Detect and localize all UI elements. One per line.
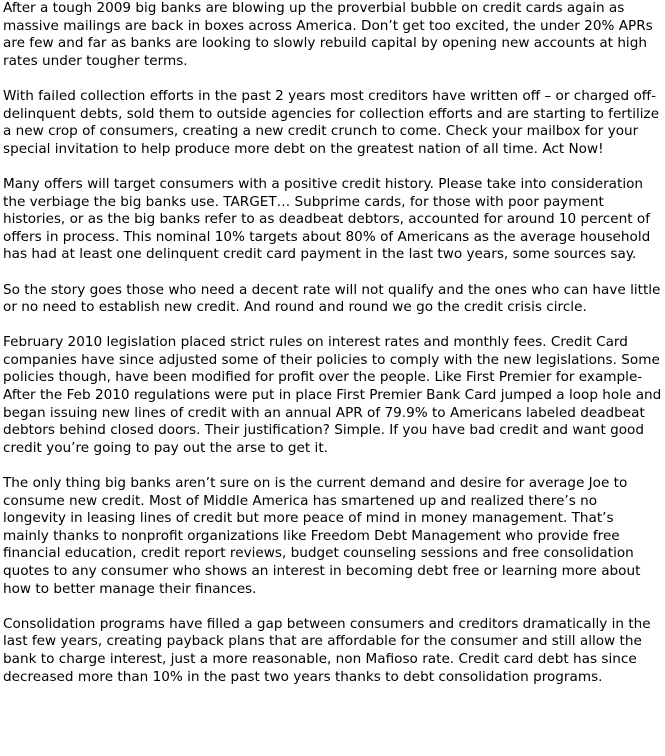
paragraph-consolidation: Consolidation programs have filled a gap between consumers and creditors dramatically in the last few years, creating payback plans that are affordable for the consumer and still allow the bank to charge interest, just a more reasonable, non Mafioso rate. Credit card debt has since decreased more than 10% in the past two years thanks to debt consolidation programs. (3, 615, 651, 685)
paragraph-credit-crisis-circle: So the story goes those who need a decent rate will not qualify and the ones who can have little or no need to establish new credit. And round and round we go the credit crisis circle. (3, 281, 661, 316)
paragraph-intro: After a tough 2009 big banks are blowing up the proverbial bubble on credit cards again as massive mailings are back in boxes across America. Don’t get too excited, the under 20% APRs are few and far as banks are looking to slowly rebuild capital by opening new accounts at high rates under tougher terms. (3, 0, 653, 69)
paragraph-collection-efforts: With failed collection efforts in the past 2 years most creditors have written off – or charged off- delinquent debts, sold them to outside agencies for collection efforts and are starting to fertilize a new crop of consumers, creating a new credit crunch to come. Check your mailbox for your special invitation to help produce more debt on the greatest nation of all time. Act Now! (3, 87, 660, 157)
paragraph-target-offers: Many offers will target consumers with a positive credit history. Please take into consideration the verbiage the big banks use. TARGET… Subprime cards, for those with poor payment histories, or as the big banks refer to as deadbeat debtors, accounted for around 10 percent of offers in process. This nominal 10% targets about 80% of Americans as the average household has had at least one delinquent credit card payment in the last two years, some sources say. (3, 175, 651, 263)
paragraph-demand: The only thing big banks aren’t sure on is the current demand and desire for average Joe to consume new credit. Most of Middle America has smartened up and realized there’s no longevity in leasing lines of credit but more peace of mind in money management. That’s mainly thanks to nonprofit organizations like Freedom Debt Management who provide free financial education, credit report reviews, budget counseling sessions and free consolidation quotes to any consumer who shows an interest in becoming debt free or learning more about how to better manage their finances. (3, 475, 641, 597)
paragraph-legislation: February 2010 legislation placed strict rules on interest rates and monthly fees. Credit Card companies have since adjusted some of their policies to comply with the new legislations. Some policies though, have been modified for profit over the people. Like First Premier for example- After the Feb 2010 regulations were put in place First Premier Bank Card jumped a loop hole and began issuing new lines of credit with an annual APR of 79.9% to Americans labeled deadbeat debtors behind closed doors. Their justification? Simple. If you have bad credit and want good credit you’re going to pay out the arse to get it. (3, 334, 662, 456)
